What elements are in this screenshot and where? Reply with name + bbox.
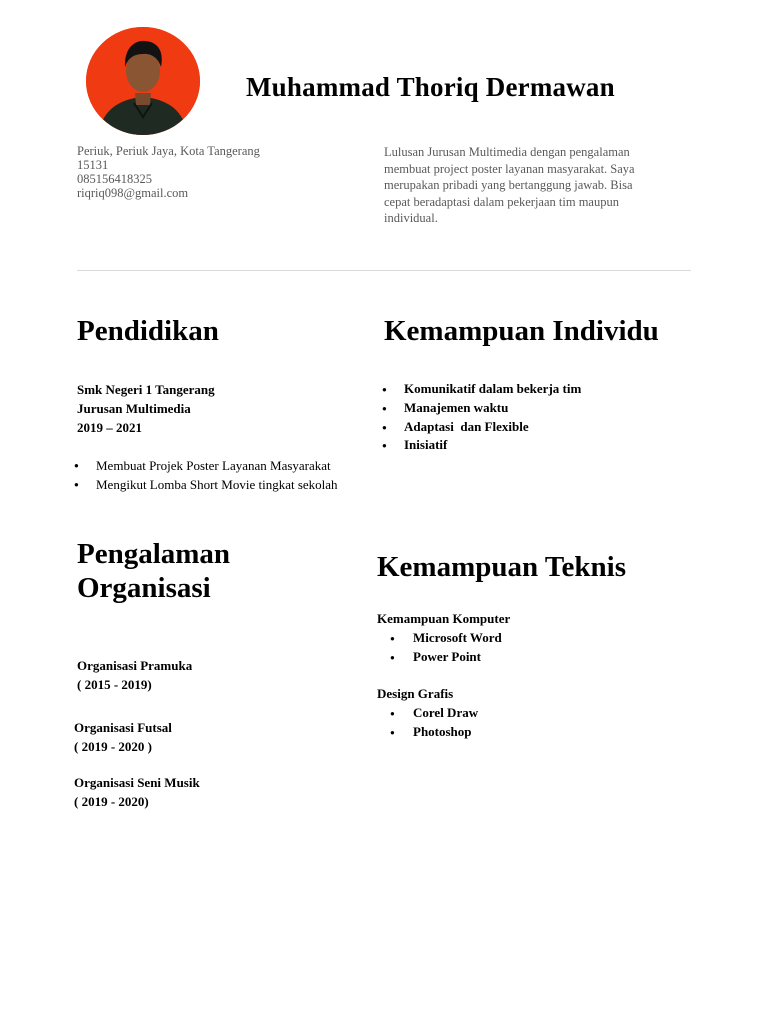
list-item: ● Inisiatif — [380, 436, 581, 455]
list-item: ● Manajemen waktu — [380, 399, 581, 418]
education-achievements-list — [72, 456, 338, 494]
school-years: 2019 – 2021 — [77, 419, 142, 435]
pengalaman-heading — [77, 537, 230, 605]
school-name: Smk Negeri 1 Tangerang — [77, 382, 215, 397]
organization-years: ( 2015 - 2019) — [77, 676, 152, 692]
organization-name: Organisasi Seni Musik — [74, 775, 200, 790]
organization-entry — [74, 719, 172, 757]
soft-skills-list — [380, 380, 581, 455]
organization-name: Organisasi Pramuka — [77, 658, 193, 673]
email-address: riqriq098@gmail.com — [77, 186, 189, 200]
design-skills-list — [377, 704, 478, 742]
list-item: ● Adaptasi dan Flexible — [380, 418, 581, 437]
organization-years: ( 2019 - 2020 ) — [74, 738, 152, 754]
section-divider — [77, 270, 691, 271]
list-item: ● Komunikatif dalam bekerja tim — [380, 380, 581, 399]
person-photo-icon — [86, 27, 200, 135]
pengalaman-heading-line1: Pengalaman — [77, 538, 231, 570]
postal-code: 15131 — [77, 158, 109, 172]
list-item: ● Power Point — [377, 648, 502, 667]
list-item: ● Membuat Projek Poster Layanan Masyarakat — [72, 456, 338, 475]
education-details — [77, 381, 215, 437]
school-major: Jurusan Multimedia — [77, 400, 191, 416]
list-item: ● Mengikut Lomba Short Movie tingkat sekolah — [72, 475, 338, 494]
profile-summary: Lulusan Jurusan Multimedia dengan pengalaman membuat project poster layanan masyarakat. Saya merupakan pribadi yang bertanggung jawab. Bisa cepat beradaptasi dalam pekerjaan tim maupun individual. — [384, 145, 635, 225]
address-line: Periuk, Periuk Jaya, Kota Tangerang — [77, 144, 260, 158]
phone-number: 085156418325 — [77, 172, 152, 186]
organization-entry — [77, 657, 192, 695]
pengalaman-heading-line2: Organisasi — [77, 572, 211, 604]
contact-block — [77, 144, 260, 200]
kemampuan-individu-heading: Kemampuan Individu — [384, 315, 659, 347]
full-name: Muhammad Thoriq Dermawan — [246, 72, 615, 102]
organization-entry — [74, 774, 200, 812]
organization-name: Organisasi Futsal — [74, 720, 172, 735]
organization-years: ( 2019 - 2020) — [74, 793, 149, 809]
list-item: ● Photoshop — [377, 723, 478, 742]
list-item: ● Microsoft Word — [377, 629, 502, 648]
kemampuan-teknis-heading: Kemampuan Teknis — [377, 551, 627, 583]
profile-photo — [86, 27, 200, 135]
design-skills-label: Design Grafis — [377, 686, 454, 701]
pendidikan-heading: Pendidikan — [77, 315, 219, 347]
computer-skills-list — [377, 629, 502, 667]
computer-skills-label: Kemampuan Komputer — [377, 611, 511, 626]
list-item: ● Corel Draw — [377, 704, 478, 723]
